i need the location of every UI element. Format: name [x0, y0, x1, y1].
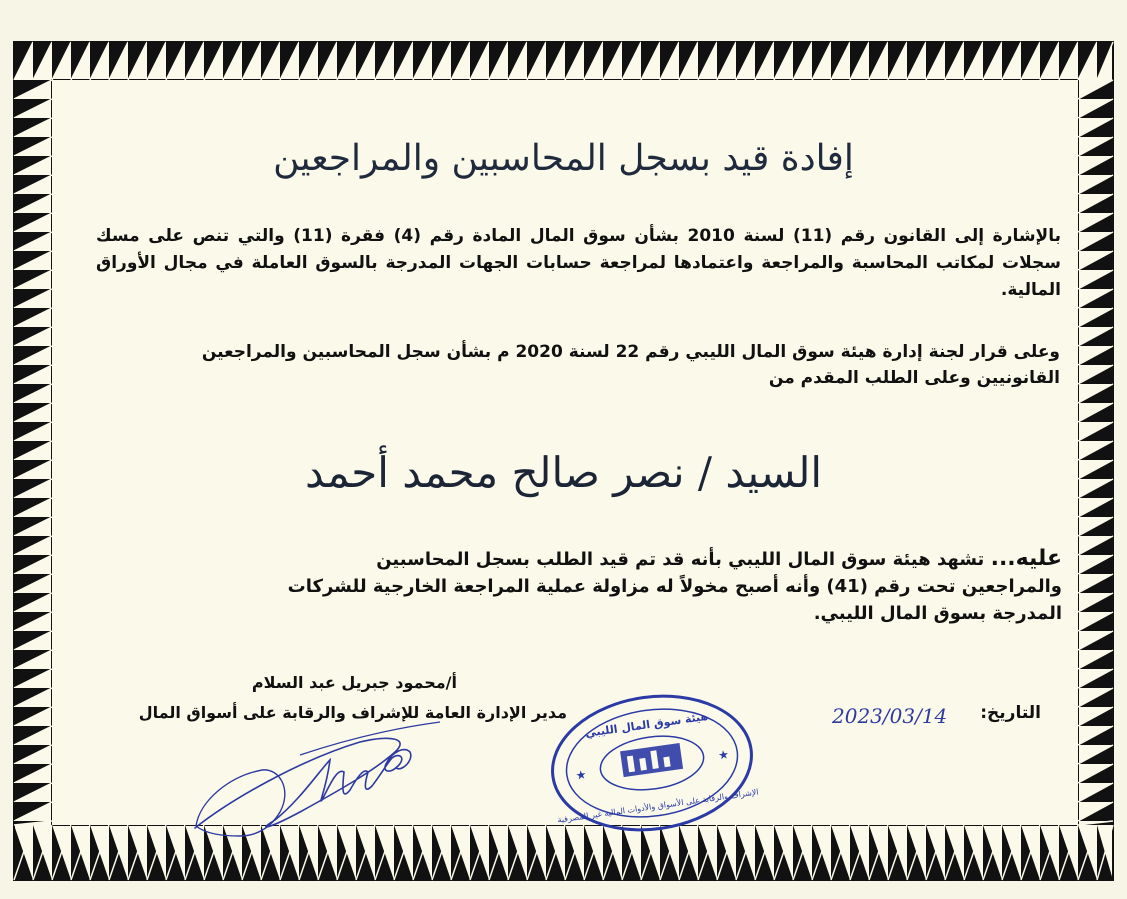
certificate-title: إفادة قيد بسجل المحاسبين والمراجعين — [273, 138, 854, 179]
stamp-star-left: ★ — [574, 767, 588, 783]
stamp-star-right: ★ — [717, 747, 730, 763]
legal-reference-paragraph: بالإشارة إلى القانون رقم (11) لسنة 2010 بشأن سوق المال المادة رقم (4) فقرة (11) والتي تنص على مسك سجلات لمكاتب المحاسبة والمراجعة واعتمادها لمراجعة حسابات الجهات المدرجة بالسوق العاملة في مجال الأوراق المالية. — [96, 226, 1061, 300]
certification-paragraph — [280, 545, 1062, 627]
stamp-top-text: هيئة سوق المال الليبي — [584, 709, 709, 740]
certification-text: تشهد هيئة سوق المال الليبي بأنه قد تم قيد الطلب بسجل المحاسبين والمراجعين تحت رقم (41) وأنه أصبح مخولاً له مزاولة عملية المراجعة الخارجية للشركات المدرجة بسوق المال الليبي. — [287, 549, 1062, 624]
date-label: التاريخ: — [980, 703, 1041, 723]
certification-lead: عليه... — [990, 546, 1062, 571]
stamp-bottom-text: الإشراف والرقابة على الأسواق والأدوات المالية غير المصرفية — [556, 787, 760, 825]
recipient-name: السيد / نصر صالح محمد أحمد — [304, 448, 823, 497]
date-value: 2023/03/14 — [832, 704, 948, 728]
signatory-name: أ/محمود جبريل عبد السلام — [251, 673, 457, 692]
decision-paragraph: وعلى قرار لجنة إدارة هيئة سوق المال الليبي رقم 22 لسنة 2020 م بشأن سجل المحاسبين والمراجعين القانونيين وعلى الطلب المقدم من — [201, 342, 1060, 388]
signatory-title: مدير الإدارة العامة للإشراف والرقابة على أسواق المال — [138, 703, 567, 722]
